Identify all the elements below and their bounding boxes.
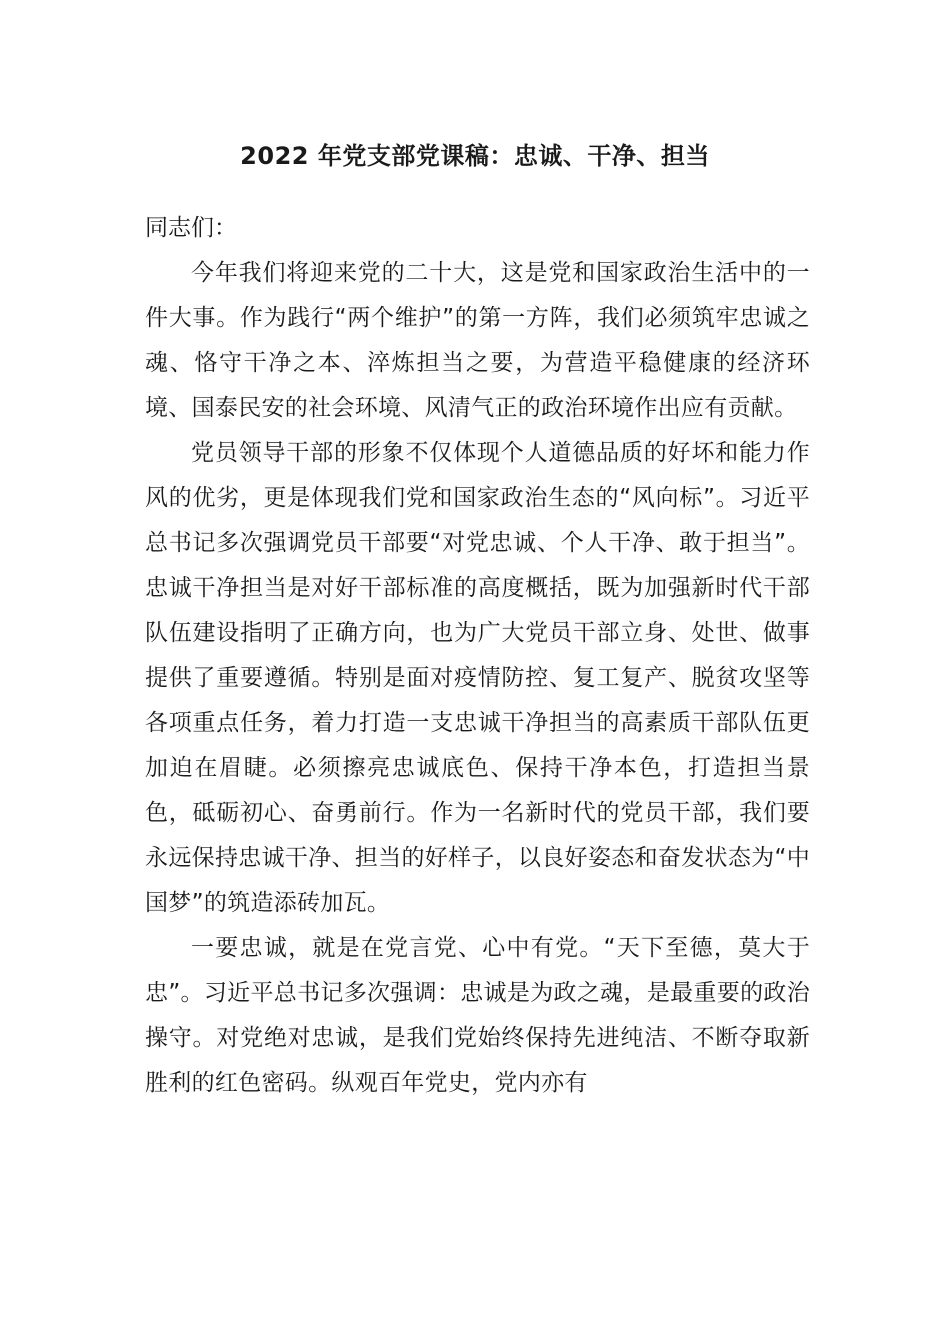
paragraph: 今年我们将迎来党的二十大，这是党和国家政治生活中的一件大事。作为践行“两个维护”的第一方阵，我们必须筑牢忠诚之魂、恪守干净之本、淬炼担当之要，为营造平稳健康的经济环境、国泰民安的社会环境、风清气正的政治环境作出应有贡献。 <box>145 260 810 421</box>
paragraph: 党员领导干部的形象不仅体现个人道德品质的好坏和能力作风的优劣，更是体现我们党和国家政治生态的“风向标”。习近平总书记多次强调党员干部要“对党忠诚、个人干净、敢于担当”。忠诚干净担当是对好干部标准的高度概括，既为加强新时代干部队伍建设指明了正确方向，也为广大党员干部立身、处世、做事提供了重要遵循。特别是面对疫情防控、复工复产、脱贫攻坚等各项重点任务，着力打造一支忠诚干净担当的高素质干部队伍更加迫在眉睫。必须擦亮忠诚底色、保持干净本色，打造担当景色，砥砺初心、奋勇前行。作为一名新时代的党员干部，我们要永远保持忠诚干净、担当的好样子，以良好姿态和奋发状态为“中国梦”的筑造添砖加瓦。 <box>145 440 810 916</box>
paragraph: 一要忠诚，就是在党言党、心中有党。“天下至德，莫大于忠”。习近平总书记多次强调：忠诚是为政之魂，是最重要的政治操守。对党绝对忠诚，是我们党始终保持先进纯洁、不断夺取新胜利的红色密码。纵观百年党史，党内亦有 <box>145 935 810 1096</box>
document-body <box>145 206 810 1106</box>
salutation: 同志们： <box>145 215 237 241</box>
document-title: 2022 年党支部党课稿：忠诚、干净、担当 <box>240 142 710 171</box>
